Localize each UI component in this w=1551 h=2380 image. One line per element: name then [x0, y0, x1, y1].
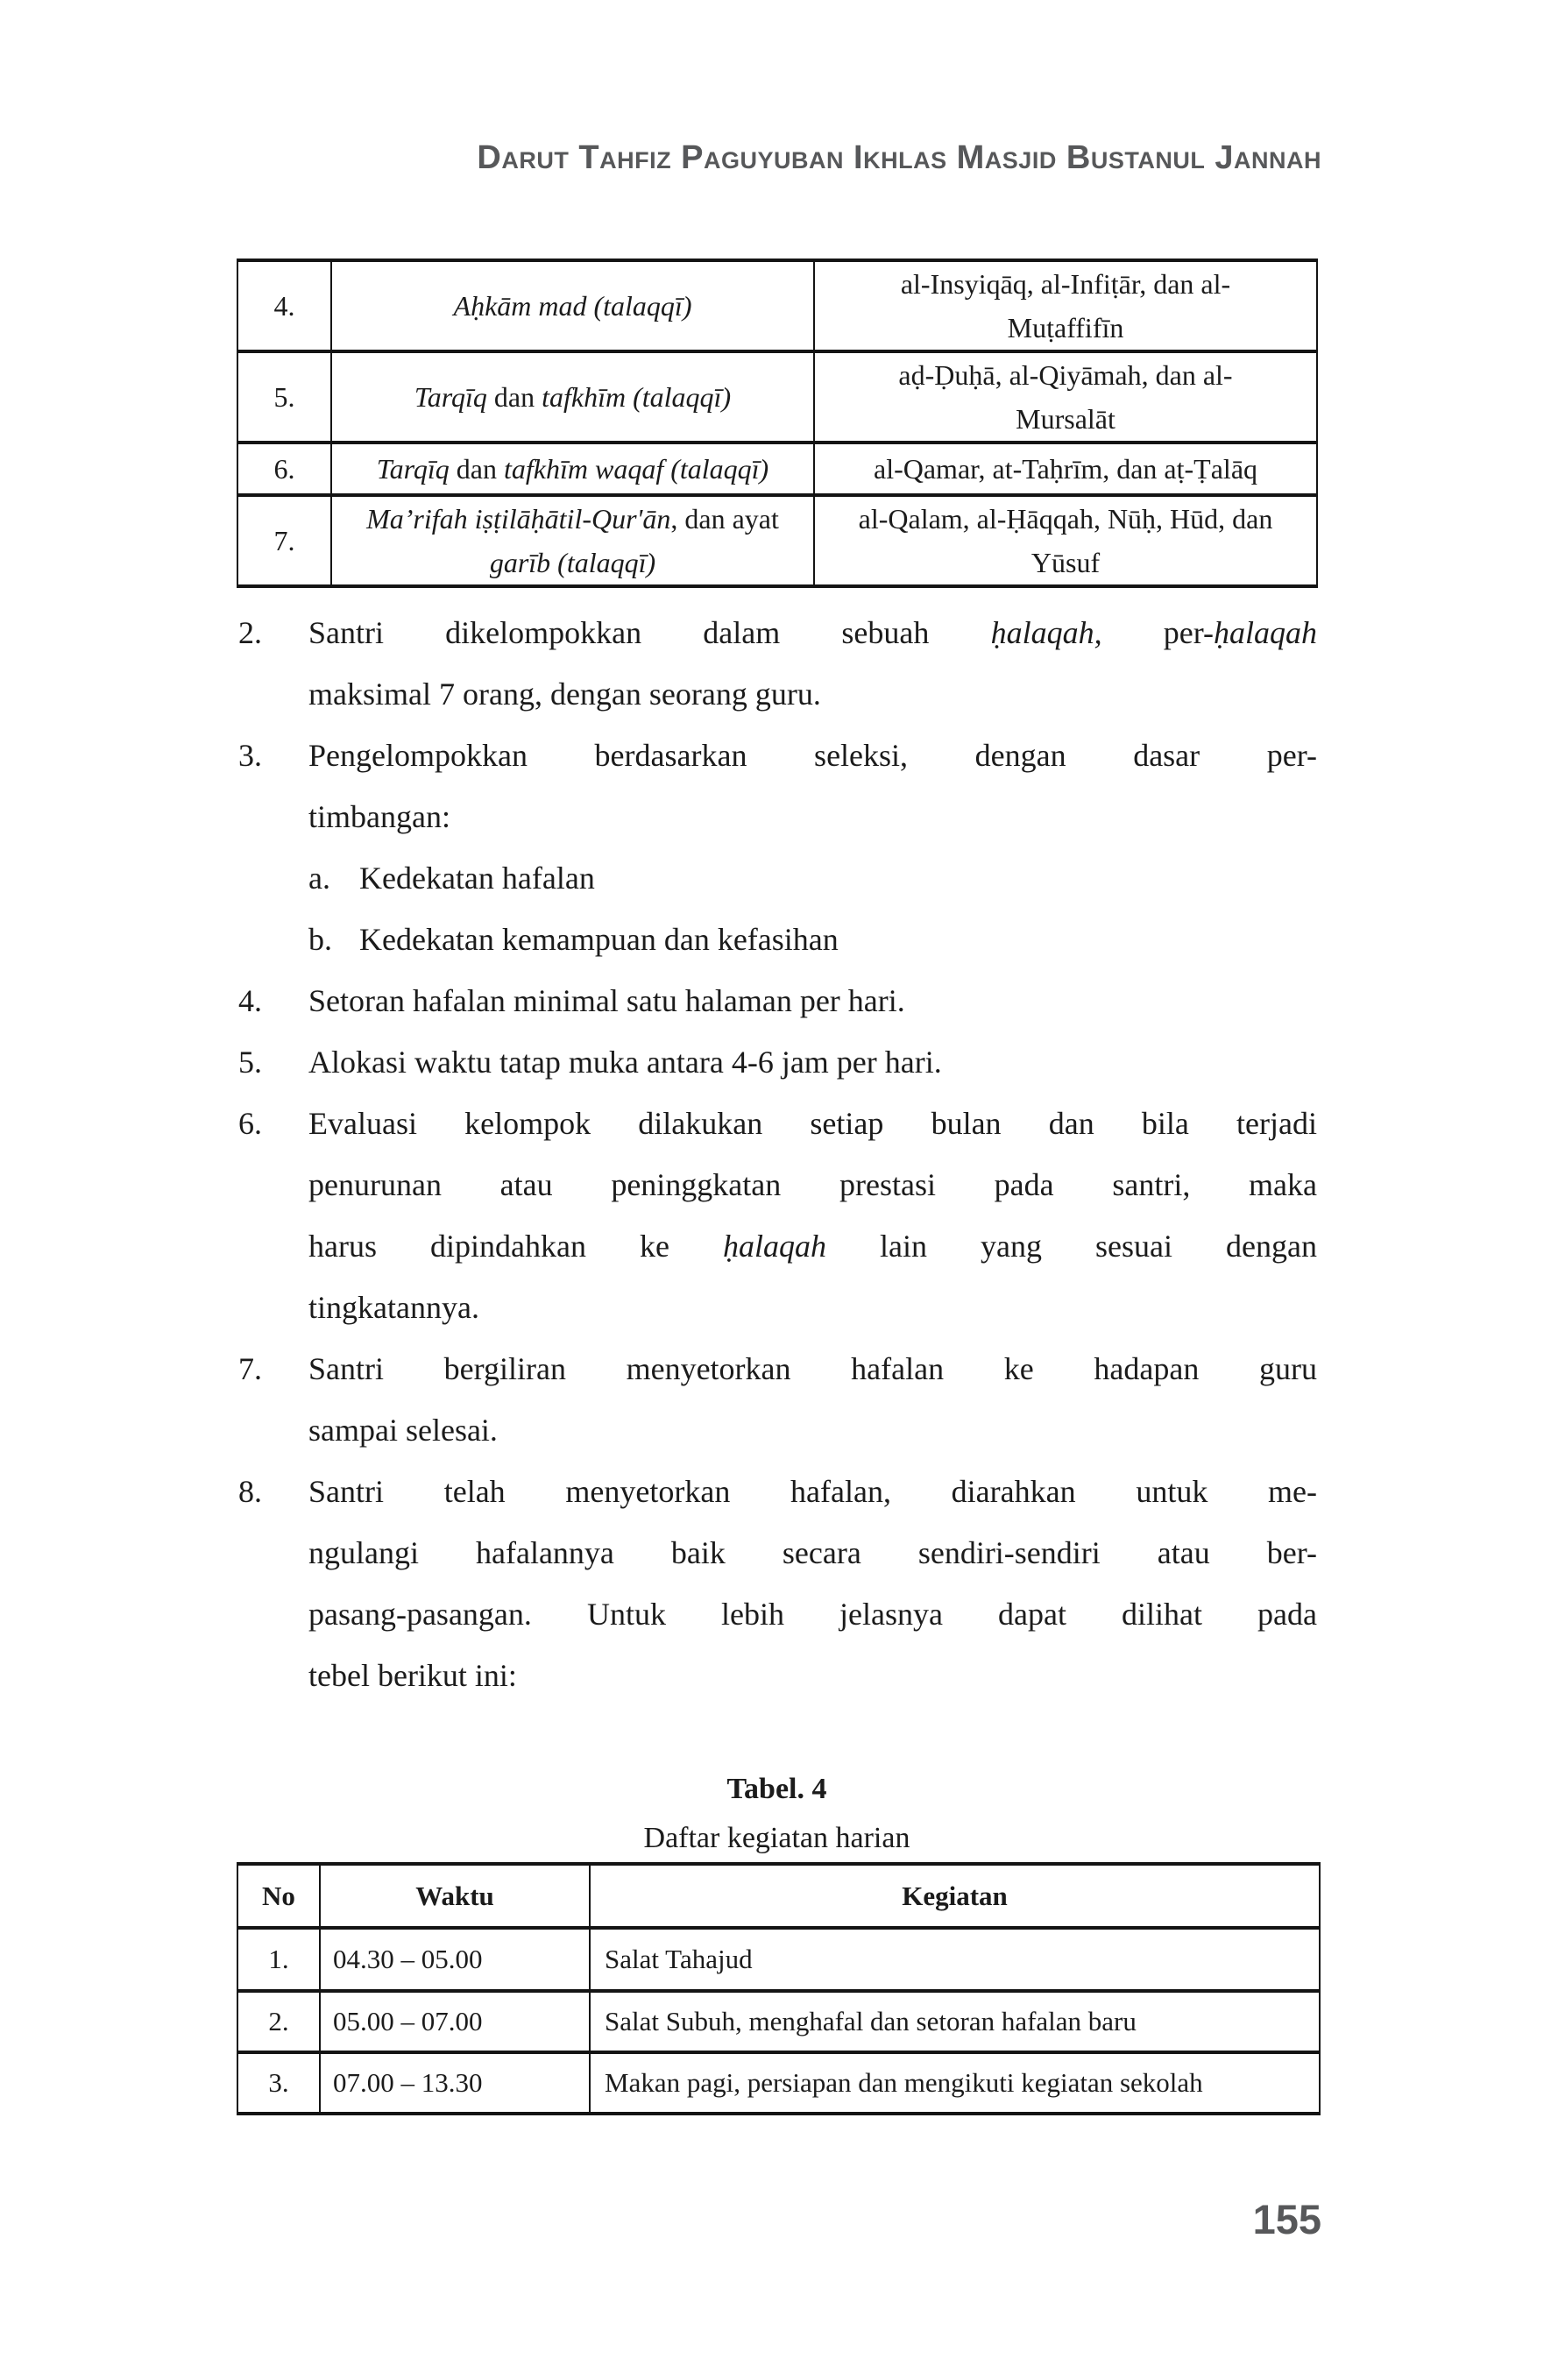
list-item [237, 1461, 1317, 1706]
list-marker: 6. [238, 1106, 262, 1141]
materi-line: Ma’rifah iṣṭilāḥātil-Qur'ān, dan ayat [366, 503, 779, 535]
kegiatan-cell: Salat Subuh, menghafal dan setoran hafalan baru [590, 1991, 1320, 2052]
list-marker: 3. [238, 738, 262, 773]
row-number-cell: 3. [237, 2052, 320, 2114]
table-row [237, 260, 1317, 351]
numbered-list [237, 602, 1317, 1706]
table-row [237, 351, 1317, 443]
kegiatan-cell: Salat Tahajud [590, 1928, 1320, 1991]
list-line: Alokasi waktu tatap muka antara 4-6 jam per hari. [308, 1045, 942, 1080]
sub-list-item [308, 847, 1317, 909]
materi-cell: Tarqīq dan tafkhīm (talaqqī) [331, 351, 814, 443]
sub-list-item [308, 909, 1317, 970]
list-item [237, 1338, 1317, 1461]
row-number-cell: 2. [237, 1991, 320, 2052]
waktu-cell: 05.00 – 07.00 [320, 1991, 590, 2052]
table-subtitle: Daftar kegiatan harian [643, 1822, 910, 1854]
list-item [237, 1093, 1317, 1338]
list-line: Pengelompokkan berdasarkan seleksi, dengan dasar per- [308, 738, 1317, 773]
curriculum-table [237, 259, 1318, 588]
surah-line: Yūsuf [1030, 547, 1101, 578]
list-line: Santri bergiliran menyetorkan hafalan ke hadapan guru [308, 1351, 1317, 1386]
list-marker: 4. [238, 983, 262, 1018]
header-no: No [237, 1864, 320, 1928]
materi-cell [331, 495, 814, 586]
header-waktu: Waktu [320, 1864, 590, 1928]
row-number-cell: 1. [237, 1928, 320, 1991]
surah-cell [814, 351, 1317, 443]
table-row [237, 1991, 1320, 2052]
list-line: tingkatannya. [308, 1290, 479, 1325]
list-line: tebel berikut ini: [308, 1658, 517, 1693]
surah-cell [814, 260, 1317, 351]
table-row [237, 495, 1317, 586]
waktu-cell: 04.30 – 05.00 [320, 1928, 590, 1991]
table-row [237, 2052, 1320, 2114]
running-header: Darut Tahfiz Paguyuban Ikhlas Masjid Bustanul Jannah [477, 139, 1321, 176]
sub-list-line: Kedekatan hafalan [359, 861, 595, 896]
list-line: ngulangi hafalannya baik secara sendiri-sendiri atau ber- [308, 1535, 1317, 1570]
list-marker: 2. [238, 615, 262, 650]
list-line: timbangan: [308, 799, 450, 834]
surah-line: aḍ-Ḍuḥā, al-Qiyāmah, dan al- [898, 359, 1233, 391]
list-line: harus dipindahkan ke ḥalaqah lain yang sesuai dengan [308, 1229, 1317, 1264]
surah-line: al-Qalam, al-Ḥāqqah, Nūḥ, Hūd, dan [858, 503, 1273, 535]
table-row [237, 1928, 1320, 1991]
list-item [237, 602, 1317, 725]
list-line: Evaluasi kelompok dilakukan setiap bulan dan bila terjadi [308, 1106, 1317, 1141]
waktu-cell: 07.00 – 13.30 [320, 2052, 590, 2114]
materi-cell [331, 260, 814, 351]
list-marker: 5. [238, 1045, 262, 1080]
kegiatan-cell: Makan pagi, persiapan dan mengikuti kegiatan sekolah [590, 2052, 1320, 2114]
surah-line: al-Insyiqāq, al-Infiṭār, dan al- [900, 268, 1231, 300]
surah-line: Muṭaffifīn [1007, 312, 1124, 344]
row-number-cell: 7. [237, 495, 331, 586]
list-line: Santri telah menyetorkan hafalan, diarahkan untuk me- [308, 1474, 1317, 1509]
list-line: sampai selesai. [308, 1413, 498, 1448]
surah-cell [814, 443, 1317, 495]
materi-text: Aḥkām mad (talaqqī) [453, 290, 692, 322]
list-line: Setoran hafalan minimal satu halaman per hari. [308, 983, 905, 1018]
surah-line: Mursalāt [1016, 403, 1115, 435]
list-line: penurunan atau peninggkatan prestasi pada santri, maka [308, 1167, 1317, 1202]
list-line: maksimal 7 orang, dengan seorang guru. [308, 676, 821, 712]
list-line: pasang-pasangan. Untuk lebih jelasnya dapat dilihat pada [308, 1597, 1317, 1632]
table-title: Tabel. 4 [726, 1773, 827, 1805]
list-marker: 8. [238, 1474, 262, 1509]
table-header-row [237, 1864, 1320, 1928]
header-kegiatan: Kegiatan [590, 1864, 1320, 1928]
materi-cell: Tarqīq dan tafkhīm waqaf (talaqqī) [331, 443, 814, 495]
list-item [237, 1031, 1317, 1093]
list-line: Santri dikelompokkan dalam sebuah ḥalaqah, per-ḥalaqah [308, 615, 1317, 650]
page-number: 155 [1252, 2196, 1321, 2242]
materi-line: garīb (talaqqī) [489, 547, 656, 578]
daily-activities-table [237, 1862, 1321, 2115]
row-number-cell: 6. [237, 443, 331, 495]
list-item [237, 725, 1317, 970]
sub-list-marker: b. [308, 922, 332, 957]
list-marker: 7. [238, 1351, 262, 1386]
sub-list-marker: a. [308, 861, 330, 896]
row-number-cell: 4. [237, 260, 331, 351]
list-item [237, 970, 1317, 1031]
surah-line: al-Qamar, at-Taḥrīm, dan aṭ-Ṭalāq [873, 453, 1258, 485]
surah-cell [814, 495, 1317, 586]
row-number-cell: 5. [237, 351, 331, 443]
table-row [237, 443, 1317, 495]
sub-list-line: Kedekatan kemampuan dan kefasihan [359, 922, 839, 957]
